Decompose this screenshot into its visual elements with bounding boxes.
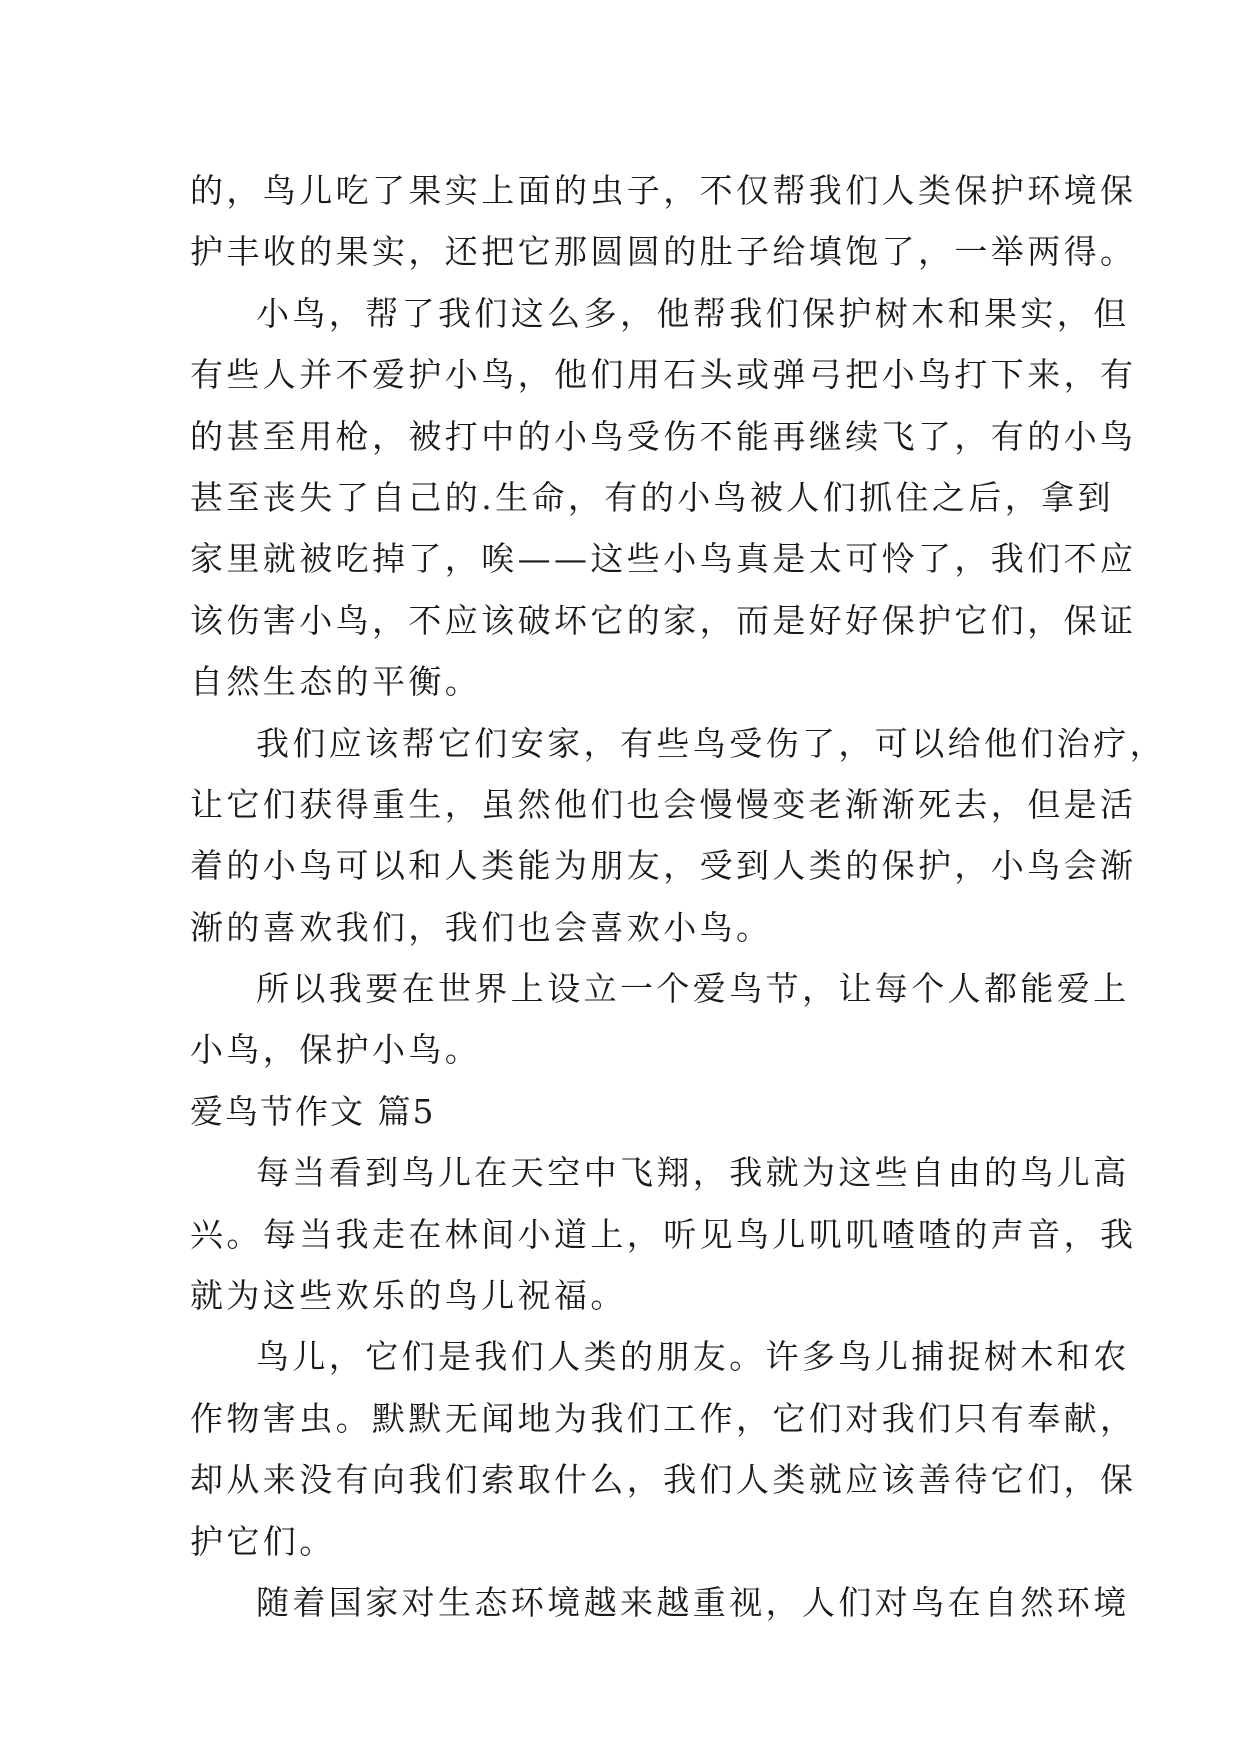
document-page: [190, 160, 1166, 1633]
text-line: 兴。每当我走在林间小道上，听见鸟儿叽叽喳喳的声音，我: [190, 1214, 1137, 1254]
text-line: 有些人并不爱护小鸟，他们用石头或弹弓把小鸟打下来，有: [190, 355, 1137, 395]
text-line: 护它们。: [190, 1521, 336, 1561]
text-line: 作物害虫。默默无闻地为我们工作，它们对我们只有奉献，: [190, 1398, 1137, 1438]
paragraph: [190, 1572, 1130, 1633]
section-heading: 爱鸟节作文 篇5: [190, 1091, 436, 1131]
text-line: 着的小鸟可以和人类能为朋友，受到人类的保护，小鸟会渐: [190, 846, 1137, 886]
text-line: 家里就被吃掉了，唉——这些小鸟真是太可怜了，我们不应: [190, 539, 1137, 579]
text-line: 护丰收的果实，还把它那圆圆的肚子给填饱了，一举两得。: [190, 232, 1137, 272]
text-line: 却从来没有向我们索取什么，我们人类就应该善待它们，保: [190, 1460, 1137, 1500]
paragraph: [190, 283, 1137, 713]
paragraph: [190, 958, 1130, 1081]
paragraph: [190, 1326, 1137, 1572]
text-line: 该伤害小鸟，不应该破坏它的家，而是好好保护它们，保证: [190, 600, 1137, 640]
text-line: 鸟儿，它们是我们人类的朋友。许多鸟儿捕捉树木和农: [256, 1337, 1130, 1377]
text-line: 每当看到鸟儿在天空中飞翔，我就为这些自由的鸟儿高: [256, 1153, 1130, 1193]
text-line: 就为这些欢乐的鸟儿祝福。: [190, 1276, 627, 1316]
text-line: 的甚至用枪，被打中的小鸟受伤不能再继续飞了，有的小鸟: [190, 416, 1137, 456]
paragraph: [190, 160, 1137, 283]
text-line: 小鸟，帮了我们这么多，他帮我们保护树木和果实，但: [256, 293, 1130, 333]
text-line: 甚至丧失了自己的.生命，有的小鸟被人们抓住之后，拿到: [190, 477, 1114, 517]
text-line: 的，鸟儿吃了果实上面的虫子，不仅帮我们人类保护环境保: [190, 171, 1137, 210]
text-line: 自然生态的平衡。: [190, 662, 482, 702]
text-line: 渐的喜欢我们，我们也会喜欢小鸟。: [190, 907, 773, 947]
paragraph: [190, 713, 1166, 959]
paragraph: [190, 1142, 1137, 1326]
text-line: 我们应该帮它们安家，有些鸟受伤了，可以给他们治疗，: [256, 723, 1166, 763]
text-line: 让它们获得重生，虽然他们也会慢慢变老渐渐死去，但是活: [190, 784, 1137, 824]
text-line: 小鸟，保护小鸟。: [190, 1030, 482, 1070]
text-line: 随着国家对生态环境越来越重视，人们对鸟在自然环境: [256, 1582, 1130, 1622]
text-line: 所以我要在世界上设立一个爱鸟节，让每个人都能爱上: [256, 969, 1130, 1009]
